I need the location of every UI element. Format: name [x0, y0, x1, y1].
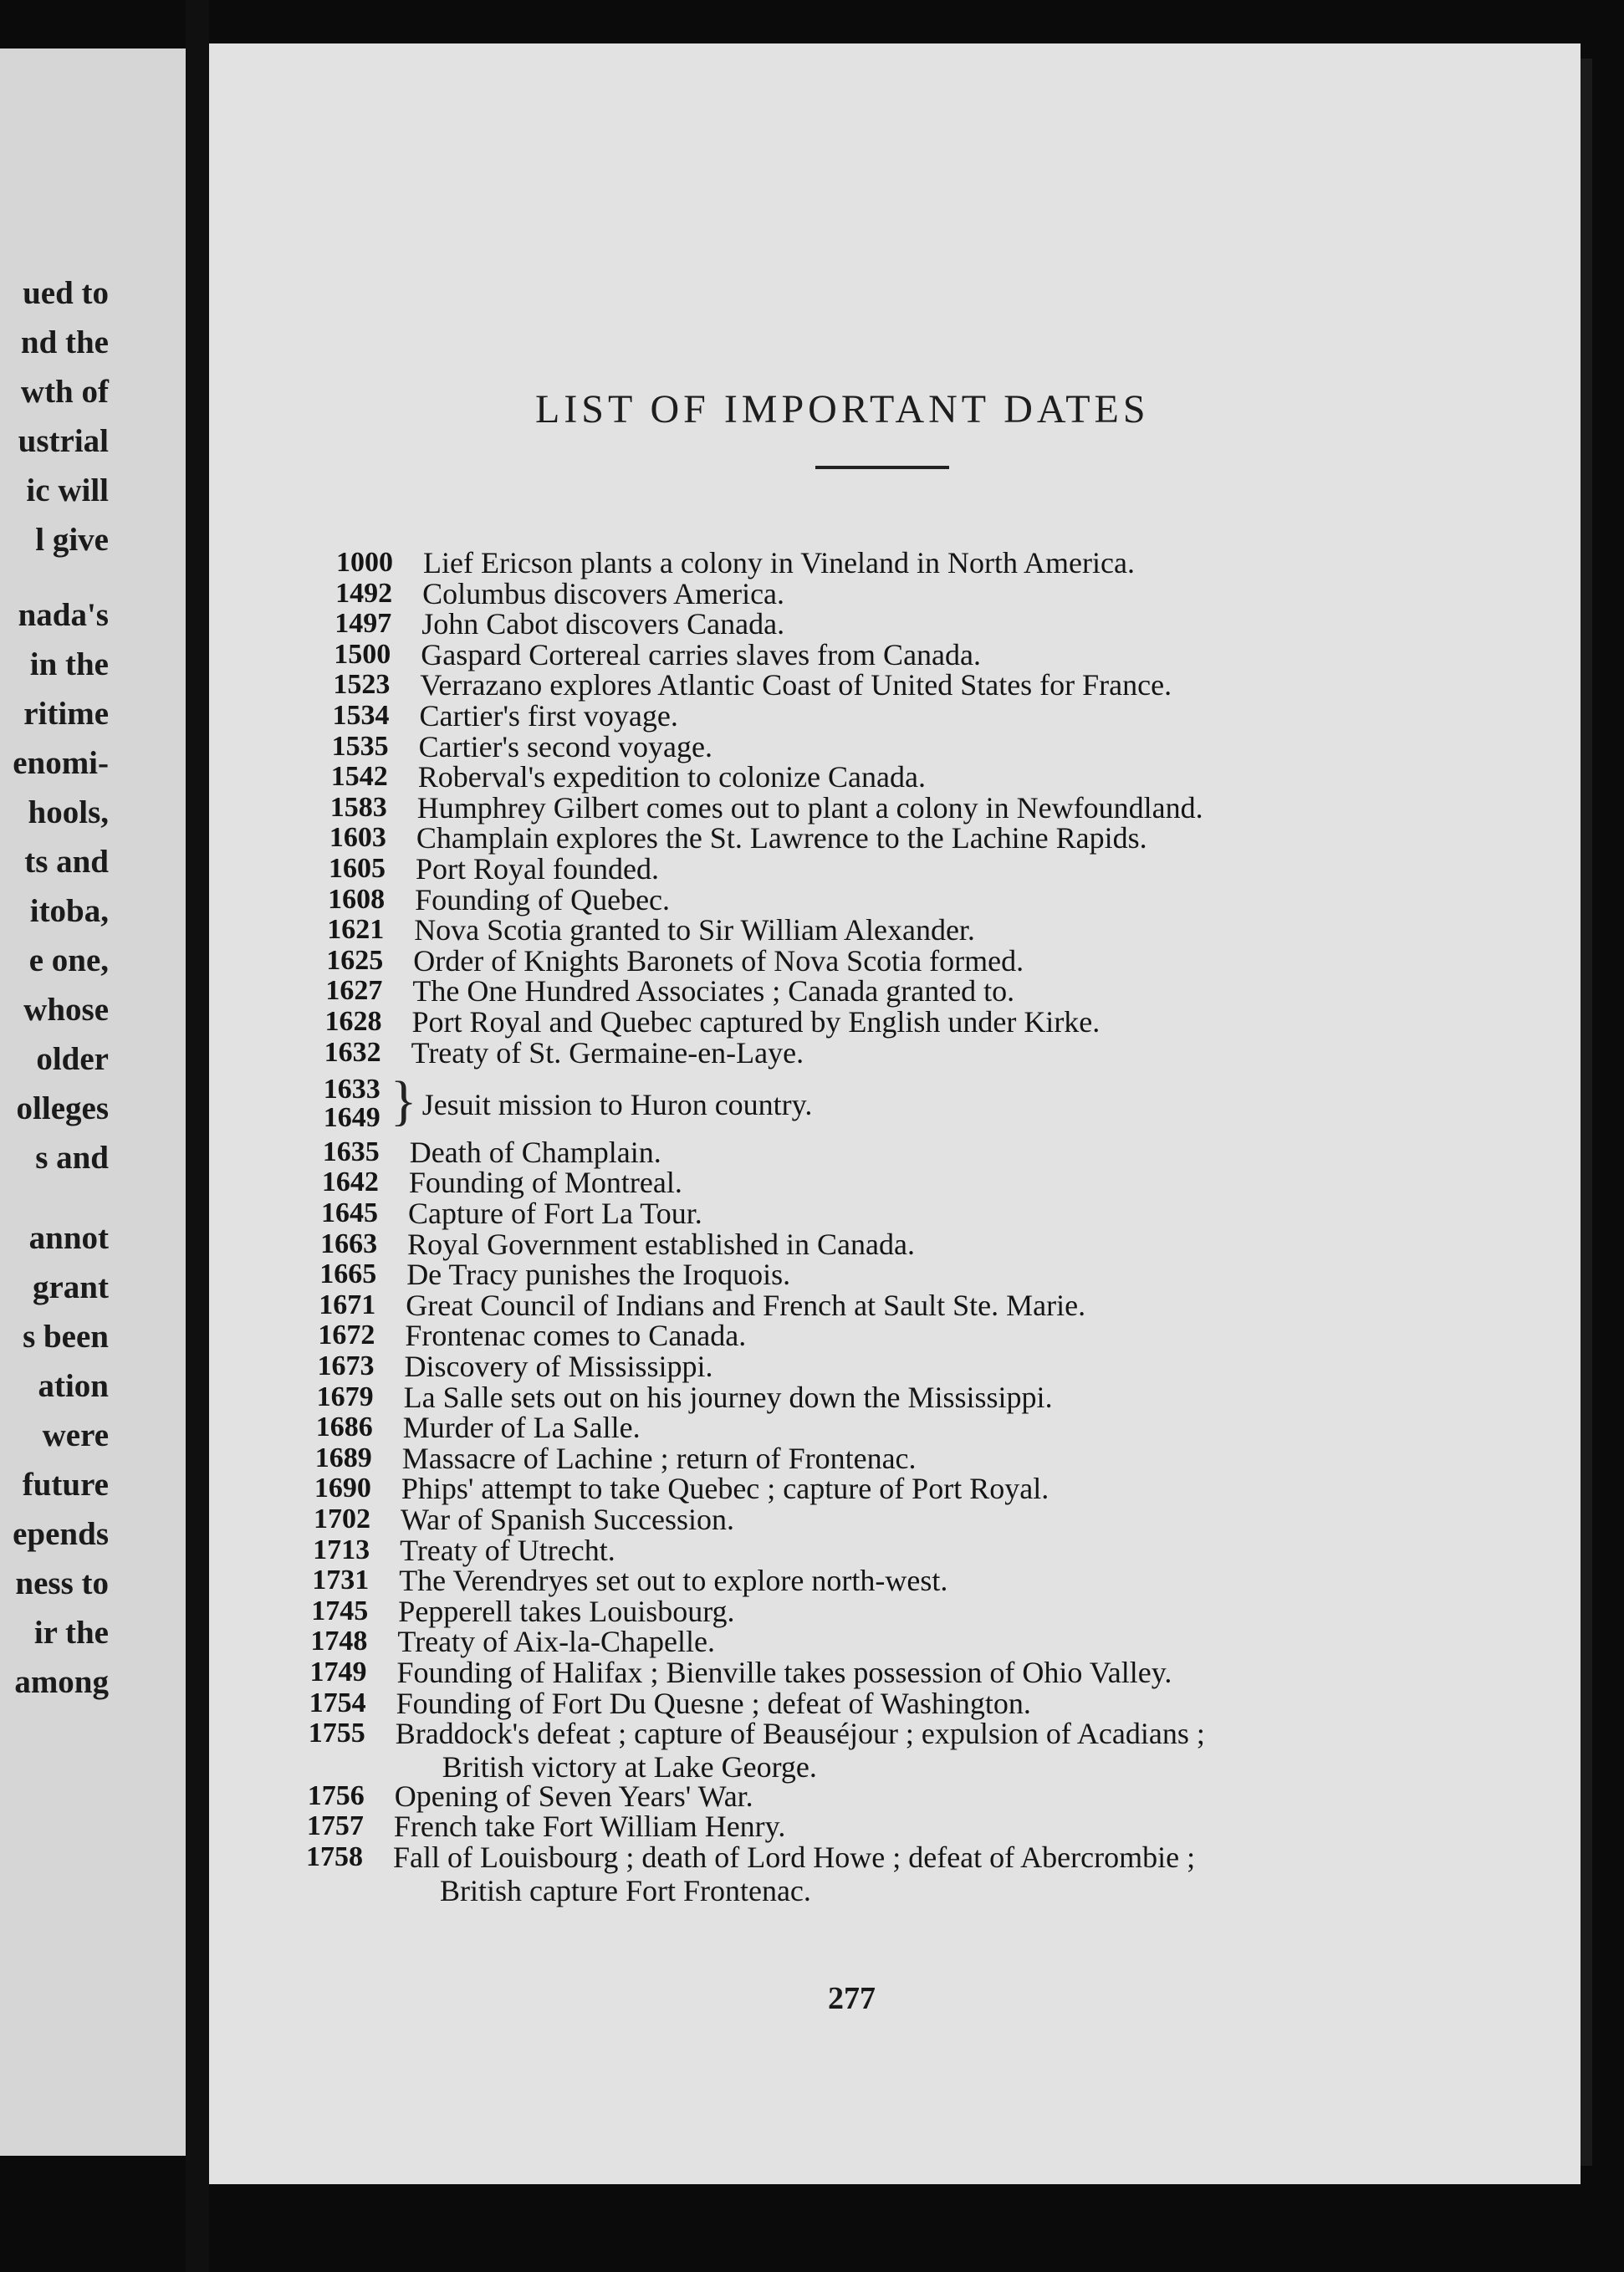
page-title: LIST OF IMPORTANT DATES	[535, 387, 1150, 431]
entry-year: 1665	[319, 1259, 377, 1290]
entry-year: 1608	[328, 883, 386, 915]
left-page-line: whose	[23, 992, 109, 1028]
left-page-line: wth of	[20, 374, 109, 410]
entry-text: Verrazano explores Atlantic Coast of United States for France.	[420, 668, 1172, 702]
entry-text: Roberval's expedition to colonize Canada.	[417, 760, 926, 794]
entry-text: Order of Knights Baronets of Nova Scotia formed.	[413, 943, 1024, 978]
left-page-line: ness to	[15, 1565, 109, 1601]
entry-year: 1686	[315, 1412, 373, 1443]
left-page-line: ritime	[23, 696, 109, 732]
entry-year: 1758	[306, 1841, 363, 1872]
entry-text: Discovery of Mississippi.	[404, 1350, 713, 1383]
left-page-line: future	[22, 1467, 109, 1503]
entry-year: 1632	[324, 1036, 381, 1068]
left-page-line: in the	[29, 646, 109, 682]
entry-year: 1749	[309, 1657, 367, 1687]
left-page-line: itoba,	[29, 893, 109, 929]
entry-year: 1713	[313, 1534, 370, 1565]
entry-text: Capture of Fort La Tour.	[408, 1197, 702, 1230]
entry-year: 1645	[321, 1197, 378, 1228]
entry-text: Founding of Fort Du Quesne ; defeat of Washington.	[396, 1686, 1031, 1720]
entry-text: Cartier's first voyage.	[419, 699, 678, 733]
left-page-line: olleges	[16, 1090, 109, 1126]
entry-year: 1745	[311, 1595, 369, 1626]
entry-text: Founding of Halifax ; Bienville takes possession of Ohio Valley.	[396, 1656, 1172, 1689]
entry-text-continued: British victory at Lake George.	[442, 1750, 817, 1784]
left-page-line: ation	[38, 1368, 109, 1404]
left-page-line: e one,	[28, 942, 109, 978]
entry-year: 1689	[314, 1442, 372, 1473]
entry-year: 1748	[310, 1626, 368, 1657]
entry-year: 1583	[329, 791, 387, 823]
left-page-line: ir the	[33, 1615, 109, 1651]
left-page-line: ustrial	[18, 423, 109, 459]
left-page-line: enomi-	[13, 745, 109, 781]
left-page-line: epends	[13, 1516, 109, 1552]
entry-year: 1642	[321, 1167, 379, 1198]
entry-text: The Verendryes set out to explore north-west.	[399, 1564, 948, 1598]
left-page-line: older	[36, 1041, 109, 1077]
entry-year: 1673	[317, 1350, 375, 1381]
entry-text-continued: British capture Fort Frontenac.	[440, 1874, 811, 1907]
entry-year: 1756	[307, 1779, 365, 1811]
entry-text: Massacre of Lachine ; return of Frontenac.	[401, 1441, 917, 1475]
entry-year: 1757	[306, 1810, 364, 1842]
entry-text: Founding of Montreal.	[408, 1166, 682, 1200]
entry-text: Phips' attempt to take Quebec ; capture of Port Royal.	[401, 1472, 1049, 1506]
book-gutter	[186, 0, 209, 2272]
entry-year: 1621	[327, 914, 385, 946]
entry-text: Great Council of Indians and French at Sault Ste. Marie.	[406, 1288, 1086, 1322]
entry-year: 1628	[324, 1006, 382, 1037]
left-page-line: ic will	[26, 472, 109, 508]
entry-text: The One Hundred Associates ; Canada granted to.	[412, 974, 1015, 1008]
left-page-line: annot	[28, 1220, 109, 1256]
entry-year: 1000	[336, 547, 393, 578]
entry-text: Port Royal founded.	[416, 852, 659, 886]
left-page-line: among	[14, 1664, 109, 1700]
entry-text: Royal Government established in Canada.	[407, 1227, 915, 1261]
entry-text: Nova Scotia granted to Sir William Alexander.	[414, 913, 975, 947]
entry-year: 1672	[318, 1320, 375, 1351]
entry-text: Death of Champlain.	[409, 1135, 661, 1169]
left-page-line: hools,	[28, 794, 109, 830]
entry-year: 1492	[335, 577, 393, 609]
entry-text: Treaty of Aix-la-Chapelle.	[397, 1625, 715, 1659]
left-page-line: were	[42, 1417, 109, 1453]
entry-year: 1679	[316, 1381, 374, 1412]
entry-year: 1534	[332, 700, 390, 731]
entry-text: John Cabot discovers Canada.	[421, 607, 785, 641]
page	[209, 43, 1581, 2184]
entry-year: 1523	[333, 669, 391, 701]
entry-year: 1625	[326, 944, 384, 976]
entry-year: 1535	[331, 730, 389, 762]
entry-text: Treaty of Utrecht.	[400, 1533, 615, 1567]
entry-text: Frontenac comes to Canada.	[405, 1319, 747, 1353]
entry-text: Cartier's second voyage.	[418, 729, 712, 763]
title-rule	[815, 466, 949, 469]
entry-year: 1755	[308, 1718, 365, 1749]
entry-text: Gaspard Cortereal carries slaves from Canada.	[421, 637, 982, 671]
page-edge	[1581, 59, 1592, 2166]
entry-text: Fall of Louisbourg ; death of Lord Howe ; defeat of Abercrombie ;	[393, 1841, 1196, 1874]
entry-year-end: 1649	[323, 1102, 380, 1134]
year-range-brace: }	[390, 1070, 417, 1132]
entry-year: 1702	[314, 1504, 370, 1534]
entry-text: De Tracy punishes the Iroquois.	[406, 1258, 791, 1292]
entry-text: French take Fort William Henry.	[393, 1810, 786, 1844]
entry-year: 1500	[334, 638, 391, 670]
left-page-line: grant	[33, 1269, 109, 1305]
entry-text: Opening of Seven Years' War.	[394, 1779, 753, 1813]
entry-year: 1663	[320, 1228, 378, 1259]
entry-text: Lief Ericson plants a colony in Vineland in North America.	[423, 546, 1135, 579]
entry-year: 1633	[323, 1074, 380, 1105]
entry-text: War of Spanish Succession.	[401, 1503, 735, 1536]
left-page-line: ts and	[24, 844, 109, 880]
left-page-line: l give	[35, 522, 109, 558]
entry-year: 1497	[335, 608, 392, 640]
entry-year: 1690	[314, 1473, 371, 1504]
entry-year: 1731	[312, 1565, 370, 1596]
entry-year: 1754	[309, 1687, 366, 1718]
left-page-line: s been	[23, 1319, 109, 1355]
entry-text: Jesuit mission to Huron country.	[421, 1088, 813, 1122]
entry-text: Founding of Quebec.	[415, 882, 671, 916]
entry-text: Braddock's defeat ; capture of Beauséjour ; expulsion of Acadians ;	[395, 1717, 1205, 1751]
left-page-line: ued to	[23, 275, 109, 311]
page-number: 277	[828, 1981, 876, 2016]
entry-year: 1603	[329, 822, 386, 854]
entry-year: 1542	[330, 761, 388, 793]
left-page-line: nada's	[18, 597, 109, 633]
entry-text: Humphrey Gilbert comes out to plant a colony in Newfoundland.	[416, 790, 1203, 825]
entry-text: La Salle sets out on his journey down the Mississippi.	[403, 1380, 1053, 1414]
entry-text: Murder of La Salle.	[402, 1411, 641, 1445]
entry-text: Columbus discovers America.	[422, 576, 785, 610]
entry-text: Port Royal and Quebec captured by English under Kirke.	[411, 1005, 1101, 1039]
entry-year: 1671	[319, 1289, 376, 1320]
entry-year: 1627	[325, 975, 383, 1007]
left-page-line: nd the	[20, 324, 109, 360]
entry-text: Champlain explores the St. Lawrence to the Lachine Rapids.	[416, 821, 1147, 855]
left-page-fragment	[0, 49, 186, 2156]
entry-year: 1635	[322, 1136, 380, 1167]
entry-text: Pepperell takes Louisbourg.	[398, 1594, 735, 1628]
left-page-line: s and	[35, 1140, 109, 1176]
entry-text: Treaty of St. Germaine-en-Laye.	[411, 1035, 804, 1070]
entry-year: 1605	[329, 853, 386, 884]
